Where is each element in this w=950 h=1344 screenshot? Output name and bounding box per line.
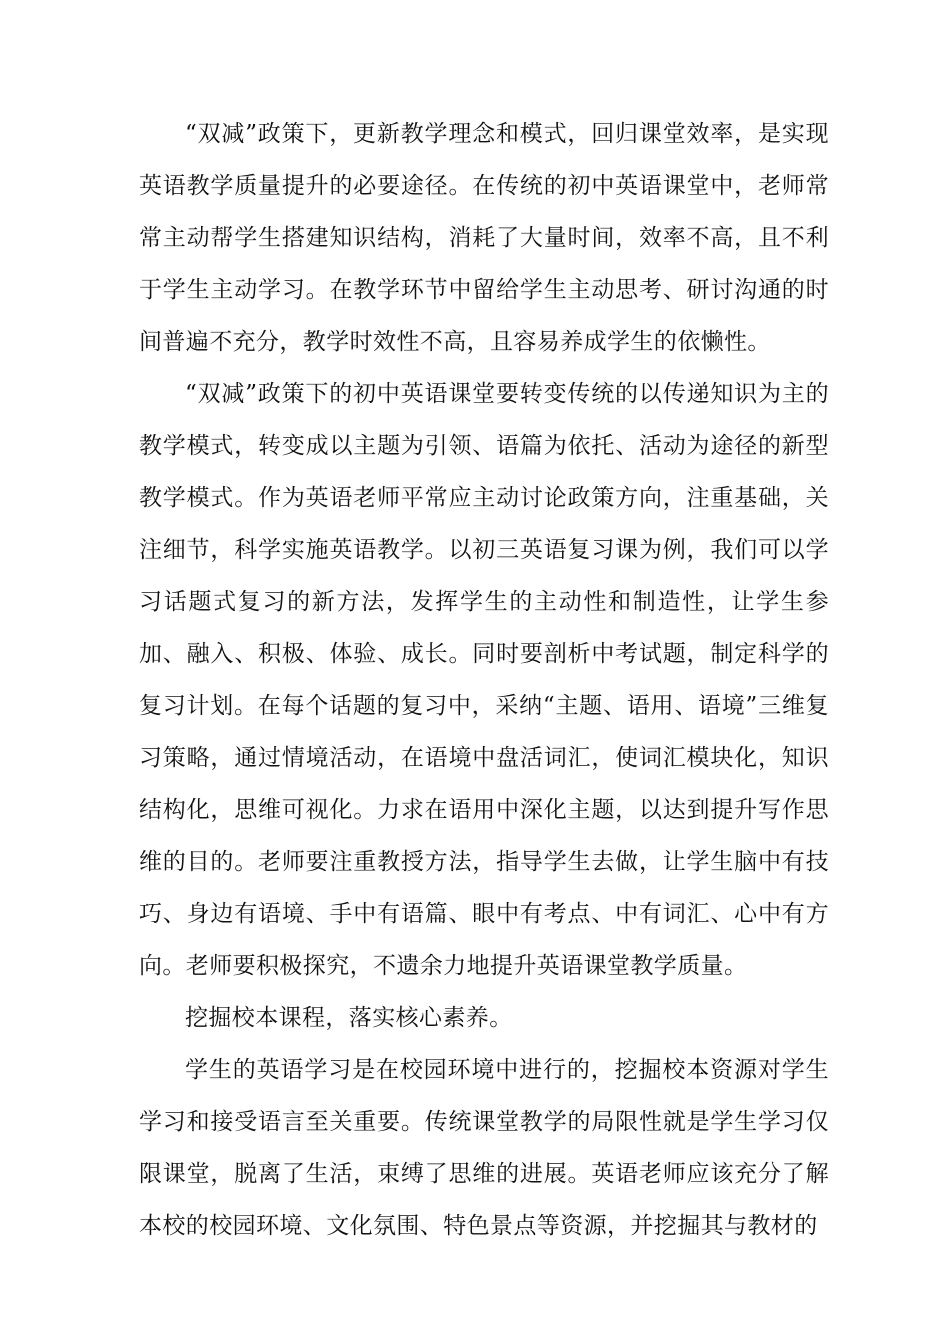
paragraph-teaching-model-shift: “双减”政策下的初中英语课堂要转变传统的以传递知识为主的教学模式，转变成以主题为引领、语篇为依托、活动为途径的新型教学模式。作为英语老师平常应主动讨论政策方向，注重基础，关注细节，科学实施英语教学。以初三英语复习课为例，我们可以学习话题式复习的新方法，发挥学生的主动性和制造性，让学生参加、融入、积极、体验、成长。同时要剖析中考试题，制定科学的复习计划。在每个话题的复习中，采纳“主题、语用、语境”三维复习策略，通过情境活动，在语境中盘活词汇，使词汇模块化，知识结构化，思维可视化。力求在语用中深化主题，以达到提升写作思维的目的。老师要注重教授方法，指导学生去做，让学生脑中有技巧、身边有语境、手中有语篇、眼中有考点、中有词汇、心中有方向。老师要积极探究，不遗余力地提升英语课堂教学质量。 [139, 381, 829, 979]
paragraph-section-heading: 挖掘校本课程，落实核心素养。 [185, 1005, 513, 1031]
paragraph-school-resources: 学生的英语学习是在校园环境中进行的，挖掘校本资源对学生学习和接受语言至关重要。传统课堂教学的局限性就是学生学习仅限课堂，脱离了生活，束缚了思维的进展。英语老师应该充分了解本校的校园环境、文化氛围、特色景点等资源，并挖掘其与教材的 [139, 1057, 829, 1239]
paragraph-double-reduction-efficiency: “双减”政策下，更新教学理念和模式，回归课堂效率，是实现英语教学质量提升的必要途径。在传统的初中英语课堂中，老师常常主动帮学生搭建知识结构，消耗了大量时间，效率不高，且不利于学生主动学习。在教学环节中留给学生主动思考、研讨沟通的时间普遍不充分，教学时效性不高，且容易养成学生的依懒性。 [139, 121, 829, 355]
document-body [139, 108, 829, 1252]
